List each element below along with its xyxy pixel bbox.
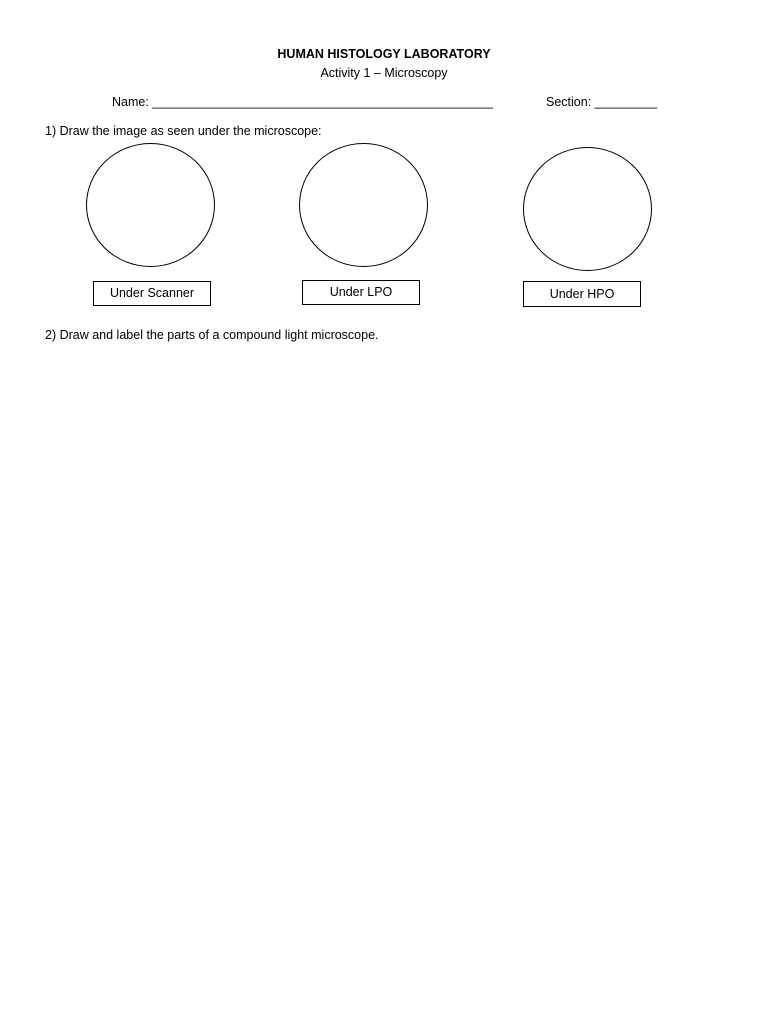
worksheet-title: HUMAN HISTOLOGY LABORATORY bbox=[277, 47, 491, 61]
activity-subtitle: Activity 1 – Microscopy bbox=[320, 66, 448, 80]
section-field: Section: _________ bbox=[546, 95, 658, 109]
question-2: 2) Draw and label the parts of a compound light microscope. bbox=[45, 328, 379, 342]
drawing-circle-lpo bbox=[299, 143, 428, 267]
label-box-hpo: Under HPO bbox=[523, 281, 641, 307]
label-box-scanner: Under Scanner bbox=[93, 281, 211, 306]
label-box-lpo: Under LPO bbox=[302, 280, 420, 305]
question-1: 1) Draw the image as seen under the microscope: bbox=[45, 124, 322, 138]
drawing-circle-hpo bbox=[523, 147, 652, 271]
name-field: Name: _________________________________________________ bbox=[112, 95, 493, 109]
drawing-circle-scanner bbox=[86, 143, 215, 267]
